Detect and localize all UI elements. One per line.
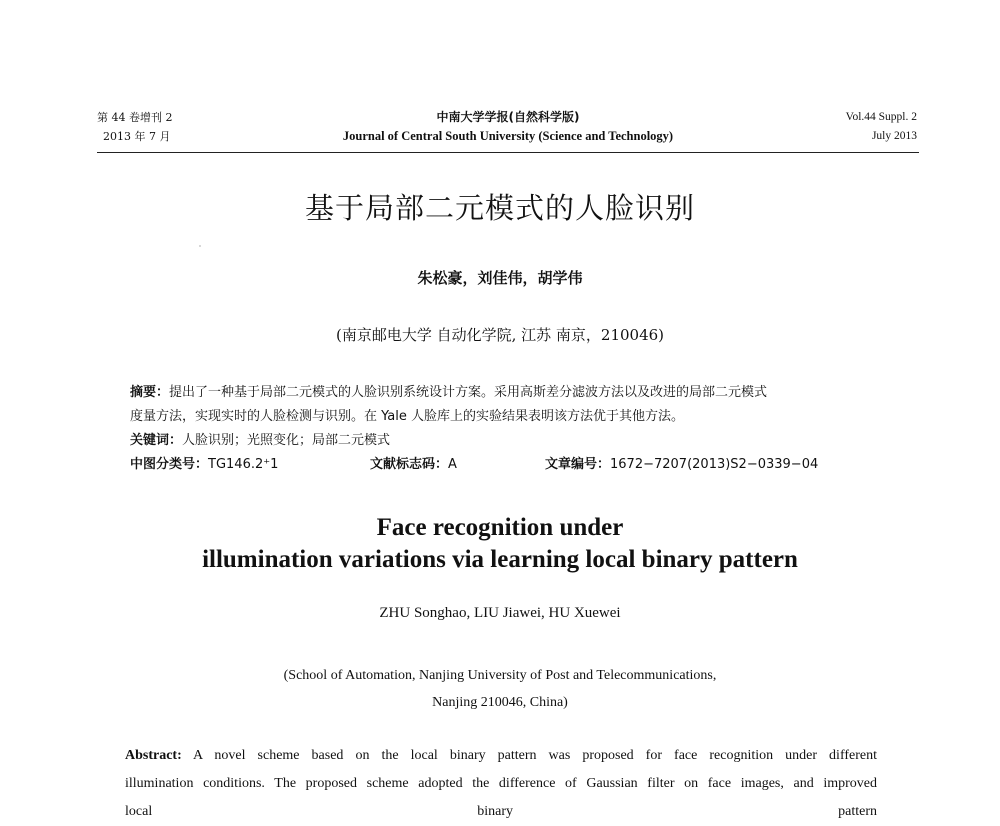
abstract-en-line-2: illumination conditions. The proposed scheme adopted the difference of Gaussian filter on face images, and improved bbox=[125, 776, 877, 791]
abstract-cn-text-2: 度量方法，实现实时的人脸检测与识别。在 Yale 人脸库上的实验结果表明该方法优于其他方法。 bbox=[130, 409, 684, 424]
journal-name-en: Journal of Central South University (Science and Technology) bbox=[342, 129, 674, 143]
clc-label: 中图分类号： bbox=[130, 457, 209, 472]
keywords-cn-label: 关键词： bbox=[130, 433, 183, 448]
affiliation-en bbox=[0, 662, 1000, 716]
classification-row bbox=[130, 453, 890, 477]
abstract-cn-text-1: 提出了一种基于局部二元模式的人脸识别系统设计方案。采用高斯差分滤波方法以及改进的局部二元模式 bbox=[169, 385, 768, 400]
abstract-en-line-1 bbox=[125, 742, 877, 770]
abstract-cn-label: 摘要： bbox=[130, 385, 170, 400]
document-code bbox=[370, 453, 457, 477]
journal-name-cn: 中南大学学报(自然科学版) bbox=[436, 110, 580, 124]
doc-code-value: A bbox=[448, 457, 457, 472]
abstract-en bbox=[125, 742, 877, 819]
doc-code-label: 文献标志码： bbox=[370, 457, 449, 472]
header-date-cn: 2013 年 7 月 bbox=[103, 130, 171, 143]
affiliation-en-line-1: (School of Automation, Nanjing University of Post and Telecommunications, bbox=[283, 668, 717, 683]
header-volume-en: Vol.44 Suppl. 2 bbox=[845, 111, 917, 123]
running-header bbox=[97, 108, 919, 153]
scan-speck bbox=[199, 245, 201, 247]
paper-title-cn: 基于局部二元模式的人脸识别 bbox=[304, 191, 695, 225]
paper-title-en-line-2: illumination variations via learning local binary pattern bbox=[202, 546, 798, 573]
clc-value: TG146.2⁺1 bbox=[208, 457, 279, 472]
article-label: 文章编号： bbox=[545, 457, 611, 472]
article-number bbox=[545, 453, 818, 477]
abstract-en-text-1: A novel scheme based on the local binary pattern was proposed for face recognition under different bbox=[193, 748, 877, 763]
header-volume-cn: 第 44 卷增刊 2 bbox=[97, 111, 173, 124]
authors-cn: 朱松豪，刘佳伟，胡学伟 bbox=[417, 269, 583, 287]
abstract-cn bbox=[130, 381, 890, 453]
header-date-en: July 2013 bbox=[871, 130, 917, 142]
authors-en: ZHU Songhao, LIU Jiawei, HU Xuewei bbox=[379, 605, 621, 621]
article-value: 1672−7207(2013)S2−0339−04 bbox=[610, 457, 819, 472]
affiliation-cn: (南京邮电大学 自动化学院, 江苏 南京，210046) bbox=[335, 326, 665, 344]
clc-number bbox=[130, 453, 278, 477]
paper-title-en-line-1: Face recognition under bbox=[376, 514, 624, 541]
abstract-cn-line-1 bbox=[130, 381, 890, 405]
affiliation-en-line-2: Nanjing 210046, China) bbox=[432, 695, 568, 710]
header-right bbox=[846, 108, 917, 146]
paper-title-en bbox=[0, 512, 1000, 576]
abstract-en-label: Abstract: bbox=[125, 748, 182, 763]
abstract-en-line-3: local binary pattern bbox=[125, 804, 877, 819]
keywords-cn-value: 人脸识别；光照变化；局部二元模式 bbox=[182, 433, 391, 448]
keywords-cn bbox=[130, 429, 890, 453]
header-center bbox=[97, 108, 919, 146]
